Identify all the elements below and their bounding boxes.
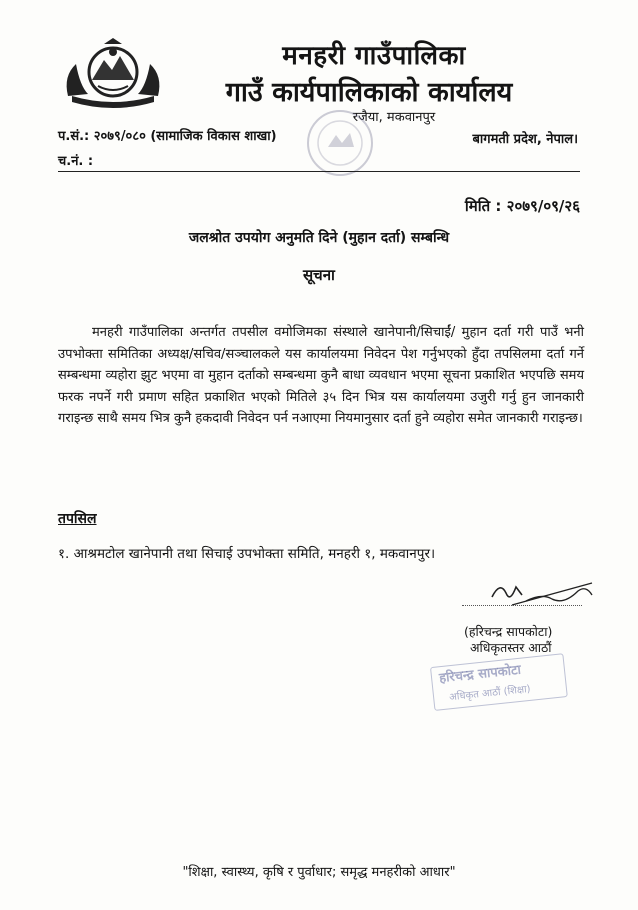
details-heading: तपसिल <box>58 511 97 527</box>
letter-subject: जलश्रोत उपयोग अनुमति दिने (मुहान दर्ता) सम्बन्धि <box>188 230 450 246</box>
stamp-subtext: अधिकृत आठौं (शिक्षा) <box>448 683 532 704</box>
details-item: १. आश्रमटोल खानेपानी तथा सिचाई उपभोक्ता समिति, मनहरी १, मकवानपुर। <box>58 546 436 562</box>
signer-name: (हरिचन्द्र सापकोटा) <box>464 624 553 639</box>
dispatch-number: च.नं. : <box>58 154 94 169</box>
letter-date: मिति : २०७९/०९/२६ <box>464 197 580 215</box>
footer-motto: "शिक्षा, स्वास्थ्य, कृषि र पुर्वाधार; समृद्ध मनहरीको आधार" <box>182 865 456 880</box>
office-address: रजैया, मकवानपुर <box>352 110 436 125</box>
signature-stamp <box>430 653 569 713</box>
header-divider <box>58 171 580 172</box>
office-name: गाउँ कार्यपालिकाको कार्यालय <box>225 77 513 108</box>
letter-body: मनहरी गाउँपालिका अन्तर्गत तपसील वमोजिमका संस्थाले खानेपानी/सिचाईं/ मुहान दर्ता गरी पाउँ भनी उपभोक्ता समितिका अध्यक्ष/सचिव/सञ्चालकले यस कार्यालयमा निवेदन पेश गर्नुभएको हुँदा तपसिलमा दर्ता गर्ने सम्बन्धमा व्यहोरा झुट भएमा वा मुहान दर्ताको सम्बन्धमा कुनै बाधा व्यवधान भएमा सूचना प्रकाशित भएपछि समय फरक नपर्ने गरी प्रमाण सहित प्रकाशित भएको मितिले ३५ दिन भित्र यस कार्यालयमा उजुरी गर्नु हुन जानकारी गराइन्छ साथै समय भित्र कुनै हकदावी निवेदन पर्न नआएमा नियमानुसार दर्ता हुने व्यहोरा समेत जानकारी गराइन्छ। <box>58 325 584 427</box>
signature-block <box>452 575 602 655</box>
stamp-text: हरिचन्द्र सापकोटा <box>438 662 522 687</box>
notice-title: सूचना <box>303 266 335 284</box>
signature-line <box>462 605 582 606</box>
municipality-name: मनहरी गाउँपालिका <box>282 41 466 71</box>
province-address: बागमती प्रदेश, नेपाल। <box>472 132 578 147</box>
signer-title: अधिकृतस्तर आठौं <box>470 640 552 655</box>
reference-number: प.सं.: २०७९/०८० (सामाजिक विकास शाखा) <box>58 129 277 144</box>
